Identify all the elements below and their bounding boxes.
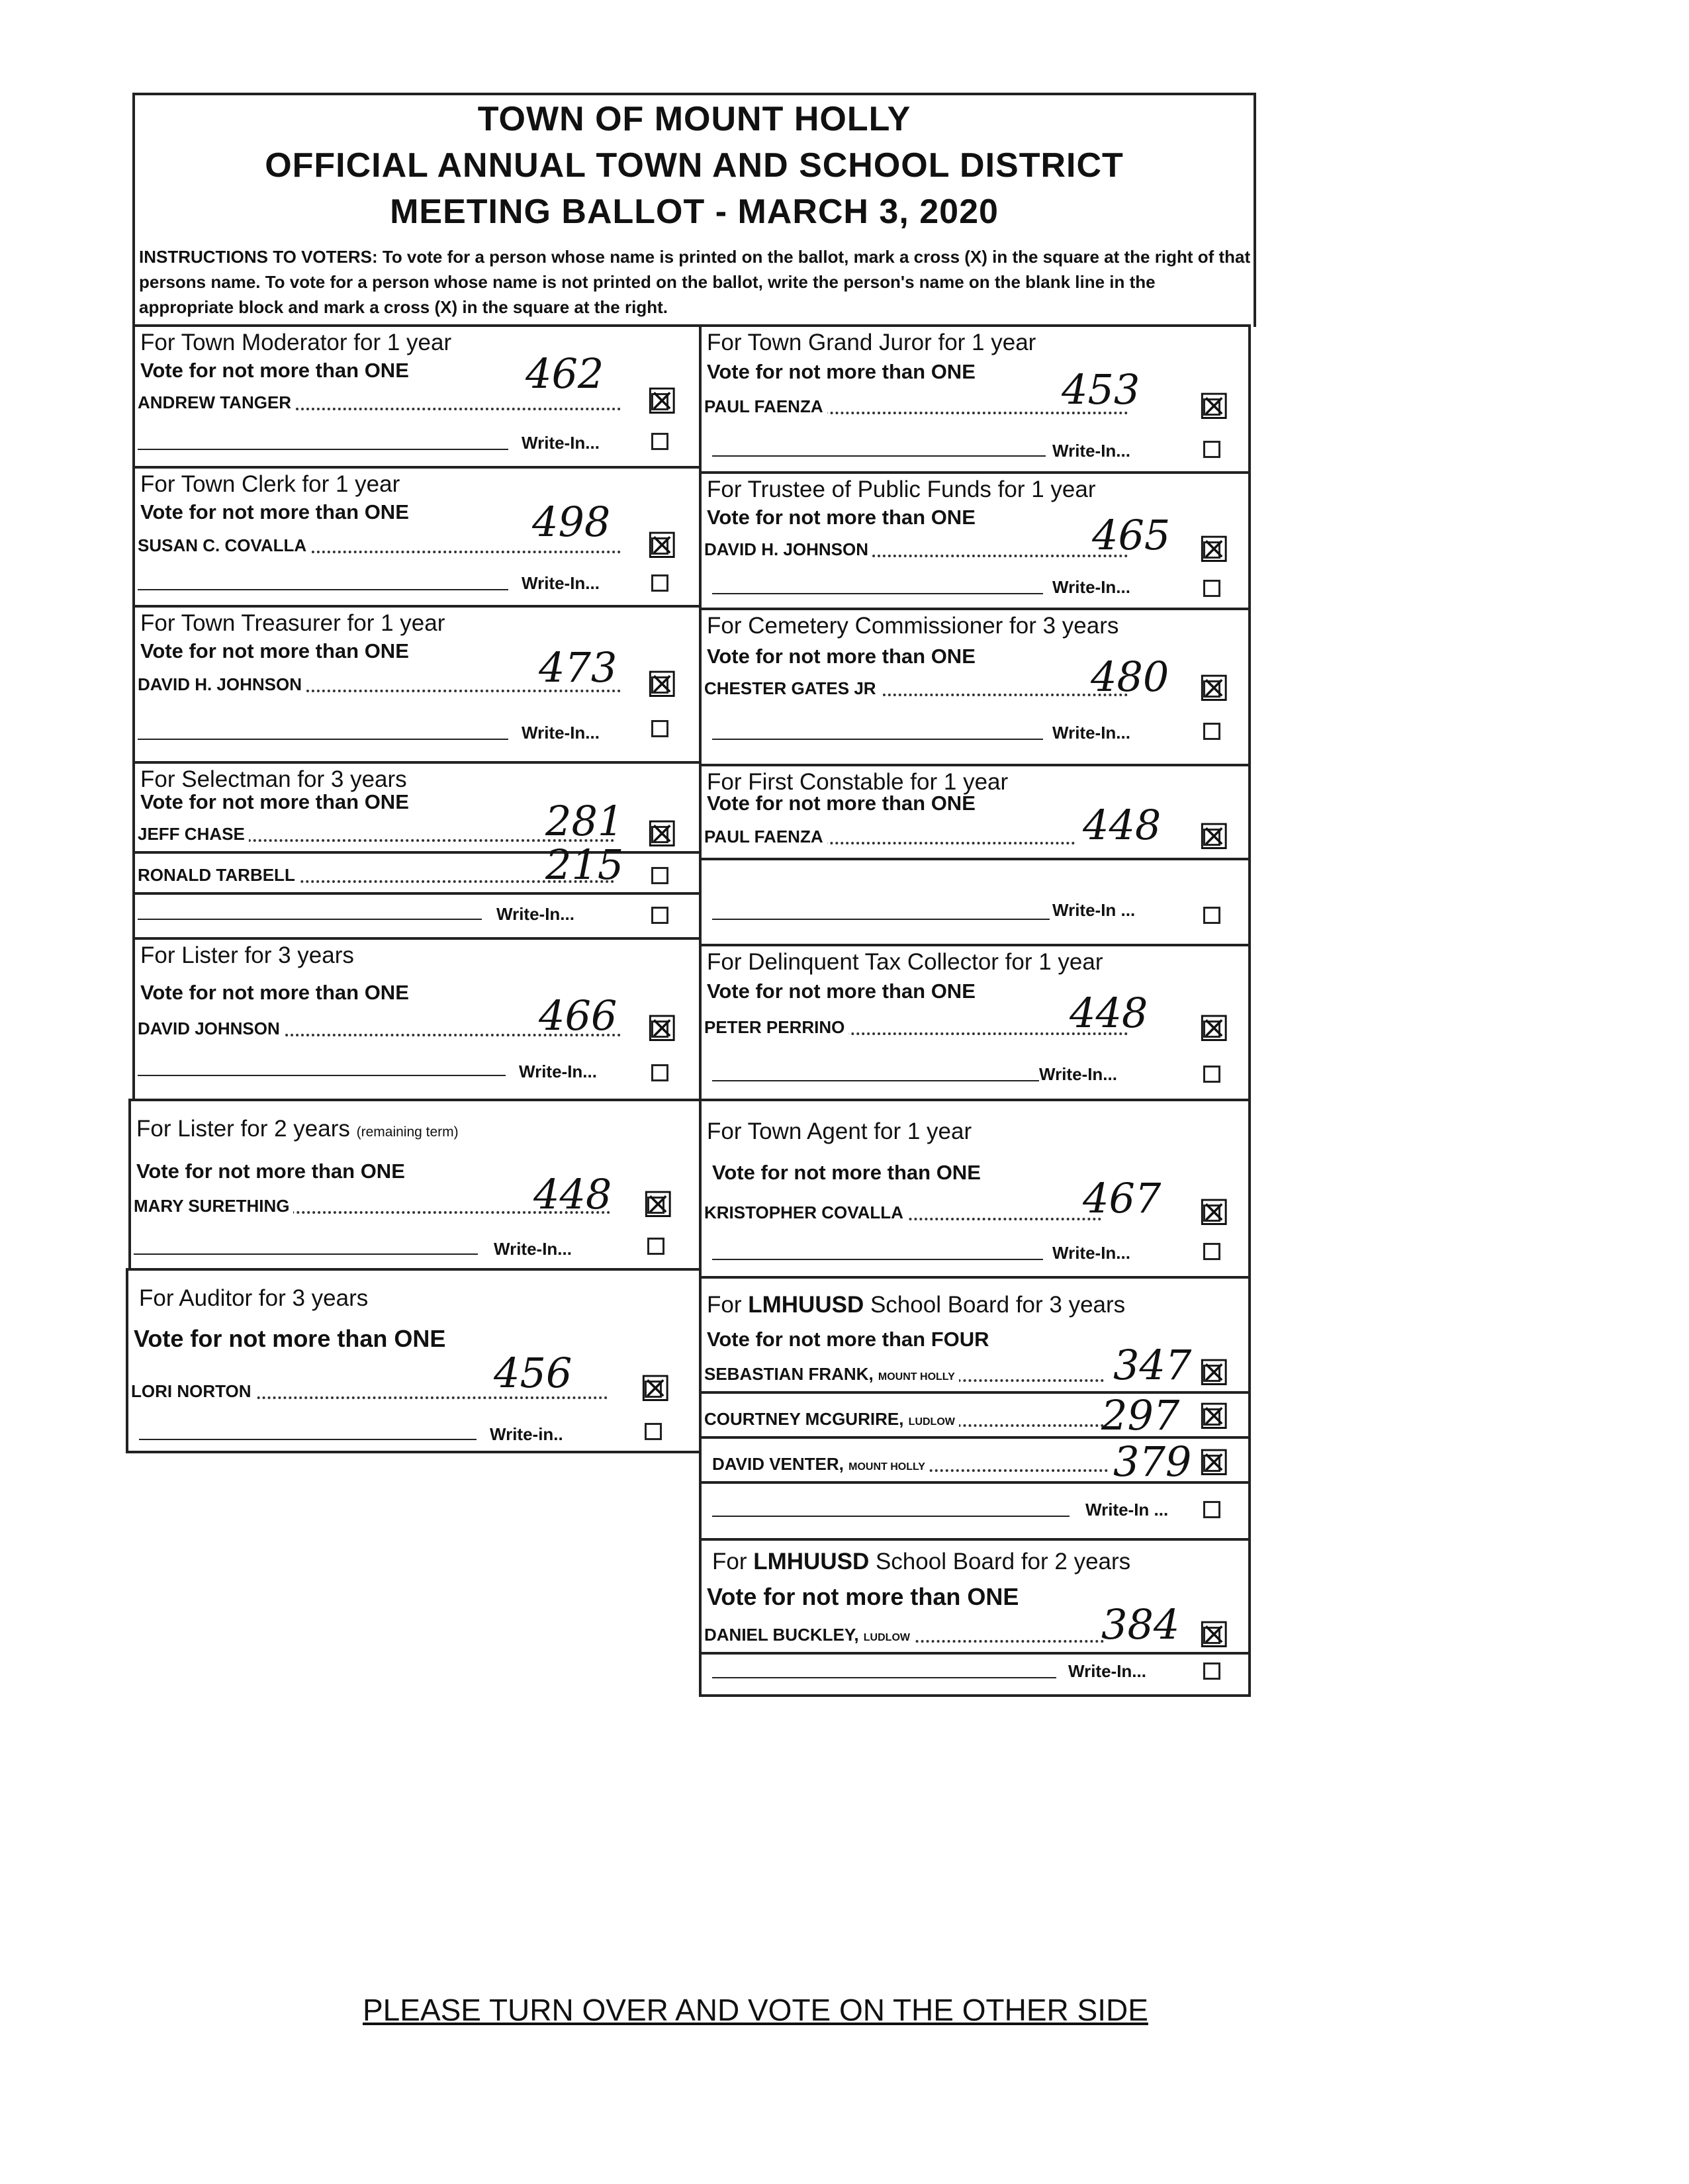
- candidate-name: KRISTOPHER COVALLA: [704, 1203, 907, 1223]
- write-in-checkbox[interactable]: [1203, 1066, 1220, 1083]
- candidate-name: [704, 1409, 959, 1430]
- race-title-post: School Board for 3 years: [870, 1292, 1126, 1318]
- cross-mark: ☒: [1198, 529, 1230, 570]
- candidate-town: LUDLOW: [908, 1416, 955, 1428]
- race-auditor: [126, 1268, 702, 1453]
- vote-tally: 498: [532, 498, 611, 546]
- race-title-district: LMHUUSD: [748, 1292, 864, 1318]
- vote-tally: 281: [545, 797, 624, 845]
- vote-rule: Vote for not more than ONE: [712, 1161, 981, 1184]
- write-in-line[interactable]: [712, 433, 1046, 457]
- vote-rule: Vote for not more than ONE: [140, 500, 409, 523]
- write-in-line[interactable]: [138, 716, 508, 740]
- vote-tally: 379: [1113, 1437, 1192, 1486]
- race-delinquent-tax-collector: [699, 944, 1251, 1101]
- candidate-name: DAVID H. JOHNSON: [704, 539, 872, 560]
- race-title: For Selectman for 3 years: [140, 766, 407, 792]
- race-title: For Town Moderator for 1 year: [140, 330, 452, 355]
- candidate-name: JEFF CHASE: [138, 824, 249, 844]
- cross-mark: ☒: [1198, 1192, 1230, 1234]
- vote-tally: 448: [1083, 801, 1162, 849]
- candidate-name-text: DANIEL BUCKLEY,: [704, 1625, 859, 1645]
- cross-mark: ☒: [639, 1368, 672, 1410]
- race-title-district: LMHUUSD: [753, 1549, 870, 1574]
- write-in-label: Write-In...: [1052, 723, 1130, 743]
- write-in-label: Write-In ...: [1085, 1500, 1169, 1520]
- race-town-moderator: [132, 324, 702, 469]
- candidate-name: PAUL FAENZA: [704, 827, 827, 847]
- cross-mark: ☒: [646, 664, 678, 705]
- candidate-name-text: DAVID VENTER,: [712, 1454, 844, 1474]
- ballot-title-line1: TOWN OF MOUNT HOLLY: [477, 100, 911, 138]
- candidate-name: LORI NORTON: [131, 1381, 255, 1402]
- vote-rule: Vote for not more than ONE: [140, 359, 409, 382]
- vote-rule: Vote for not more than ONE: [707, 645, 976, 668]
- vote-rule: Vote for not more than ONE: [140, 639, 409, 662]
- write-in-checkbox[interactable]: [1203, 1243, 1220, 1260]
- cross-mark: ☒: [1198, 1614, 1230, 1656]
- race-grand-juror: [699, 324, 1251, 474]
- race-lister-3yr: [132, 937, 702, 1101]
- write-in-checkbox[interactable]: [651, 907, 668, 924]
- cross-mark: ☒: [1198, 1396, 1230, 1437]
- write-in-label: Write-In...: [496, 904, 574, 924]
- write-in-label: Write-In...: [522, 723, 600, 743]
- write-in-line[interactable]: [138, 1052, 506, 1076]
- race-title: For Town Grand Juror for 1 year: [707, 330, 1036, 355]
- write-in-label: Write-In...: [522, 573, 600, 593]
- race-trustee-public-funds: [699, 471, 1251, 610]
- race-title: For Auditor for 3 years: [139, 1285, 369, 1311]
- vote-checkbox[interactable]: [651, 867, 668, 884]
- write-in-checkbox[interactable]: [1203, 907, 1220, 924]
- race-selectman: [132, 761, 702, 940]
- candidate-row: [138, 863, 614, 886]
- vote-rule: Vote for not more than ONE: [140, 981, 409, 1004]
- race-title: For Lister for 3 years: [140, 942, 354, 968]
- write-in-line[interactable]: [712, 1493, 1070, 1517]
- ballot-header: [132, 93, 1256, 327]
- candidate-name: CHESTER GATES JR: [704, 678, 880, 699]
- vote-tally: 467: [1083, 1174, 1162, 1222]
- race-title-text: For Lister for 2 years: [136, 1116, 350, 1142]
- vote-tally: 473: [539, 643, 617, 692]
- write-in-checkbox[interactable]: [1203, 580, 1220, 597]
- race-title: For Cemetery Commissioner for 3 years: [707, 613, 1119, 639]
- write-in-checkbox[interactable]: [651, 433, 668, 450]
- candidate-name: DAVID JOHNSON: [138, 1019, 284, 1039]
- race-school-board-3yr: [699, 1276, 1251, 1541]
- vote-tally: 466: [539, 991, 617, 1040]
- write-in-line[interactable]: [138, 426, 508, 450]
- write-in-label: Write-In...: [1052, 1243, 1130, 1263]
- write-in-line[interactable]: [712, 896, 1050, 920]
- vote-tally: 448: [1070, 989, 1148, 1037]
- candidate-row: [704, 537, 1128, 560]
- vote-rule: Vote for not more than ONE: [707, 1583, 1019, 1610]
- candidate-town: LUDLOW: [863, 1632, 910, 1643]
- vote-rule: Vote for not more than ONE: [707, 506, 976, 529]
- write-in-line[interactable]: [138, 896, 482, 920]
- write-in-checkbox[interactable]: [651, 720, 668, 737]
- voter-instructions: INSTRUCTIONS TO VOTERS: To vote for a person whose name is printed on the ballot, mark a cross (X) in the square at the right of that persons name. To vote for a person whose name is not printed on the ballot, write the person's name on the blank line in the appropriate block and mark a cross (X) in the square at the right.: [139, 247, 1251, 317]
- write-in-line[interactable]: [712, 716, 1043, 740]
- cross-mark: ☒: [1198, 386, 1230, 428]
- race-title: For Town Clerk for 1 year: [140, 471, 400, 497]
- candidate-name: [712, 1454, 929, 1475]
- race-title-pre: For: [712, 1549, 747, 1574]
- race-title: [712, 1549, 1130, 1575]
- cross-mark: ☒: [1198, 668, 1230, 709]
- vote-tally: 347: [1113, 1341, 1192, 1389]
- write-in-line[interactable]: [134, 1231, 478, 1255]
- candidate-row: [704, 1015, 1128, 1038]
- write-in-checkbox[interactable]: [651, 1064, 668, 1081]
- candidate-town: MOUNT HOLLY: [848, 1461, 925, 1473]
- cross-mark: ☒: [1198, 1008, 1230, 1050]
- cross-mark: ☒: [642, 1184, 674, 1226]
- write-in-checkbox[interactable]: [1203, 1501, 1220, 1518]
- write-in-checkbox[interactable]: [1203, 441, 1220, 458]
- candidate-row: [704, 1201, 1101, 1223]
- candidate-row: [704, 1623, 1104, 1645]
- write-in-checkbox[interactable]: [1203, 723, 1220, 740]
- race-title-note: (remaining term): [356, 1124, 459, 1140]
- race-title-post: School Board for 2 years: [875, 1549, 1131, 1574]
- race-title: [707, 1292, 1125, 1318]
- write-in-label: Write-In ...: [1052, 900, 1136, 920]
- race-title: For Trustee of Public Funds for 1 year: [707, 477, 1096, 502]
- vote-tally: 465: [1092, 511, 1171, 559]
- cross-mark: ☒: [646, 525, 678, 567]
- cross-mark: ☒: [646, 1008, 678, 1050]
- vote-tally: 215: [545, 841, 624, 889]
- vote-rule: Vote for not more than ONE: [134, 1325, 446, 1352]
- candidate-name-text: SEBASTIAN FRANK,: [704, 1364, 874, 1384]
- write-in-line[interactable]: [138, 567, 508, 590]
- race-cemetery-commissioner: [699, 608, 1251, 766]
- race-title-pre: For: [707, 1292, 742, 1318]
- write-in-line[interactable]: [712, 1655, 1056, 1678]
- vote-tally: 453: [1062, 365, 1140, 414]
- race-town-agent: [699, 1099, 1251, 1279]
- write-in-checkbox[interactable]: [645, 1423, 662, 1440]
- race-title: For Delinquent Tax Collector for 1 year: [707, 949, 1103, 975]
- race-first-constable: [699, 764, 1251, 946]
- candidate-name: [704, 1625, 914, 1645]
- ballot-title-line3: MEETING BALLOT - MARCH 3, 2020: [390, 193, 999, 231]
- write-in-checkbox[interactable]: [651, 574, 668, 592]
- candidate-name: PAUL FAENZA: [704, 396, 827, 417]
- candidate-name: MARY SURETHING: [134, 1196, 293, 1216]
- race-town-treasurer: [132, 605, 702, 764]
- write-in-label: Write-in..: [490, 1424, 563, 1444]
- write-in-line[interactable]: [712, 570, 1043, 594]
- vote-tally: 456: [494, 1349, 572, 1397]
- vote-rule: Vote for not more than ONE: [140, 790, 409, 813]
- write-in-line[interactable]: [139, 1416, 477, 1440]
- race-lister-2yr: [128, 1099, 702, 1271]
- vote-tally: 480: [1091, 653, 1169, 701]
- vote-tally: 448: [533, 1170, 612, 1218]
- candidate-name: [704, 1364, 959, 1385]
- vote-rule: Vote for not more than ONE: [707, 979, 976, 1003]
- ballot-title-line2: OFFICIAL ANNUAL TOWN AND SCHOOL DISTRICT: [265, 146, 1124, 185]
- candidate-row: [138, 822, 614, 844]
- write-in-label: Write-In...: [1068, 1661, 1146, 1681]
- write-in-label: Write-In...: [494, 1239, 572, 1259]
- race-title: [136, 1116, 459, 1142]
- write-in-line[interactable]: [712, 1236, 1043, 1260]
- turn-over-notice: PLEASE TURN OVER AND VOTE ON THE OTHER SIDE: [363, 1993, 1148, 2027]
- vote-tally: 462: [525, 349, 604, 398]
- candidate-town: MOUNT HOLLY: [878, 1371, 955, 1383]
- cross-mark: ☒: [1198, 1352, 1230, 1394]
- write-in-label: Write-In...: [1052, 441, 1130, 461]
- write-in-checkbox[interactable]: [1203, 1662, 1220, 1680]
- race-title: For First Constable for 1 year: [707, 769, 1009, 795]
- vote-rule: Vote for not more than ONE: [707, 360, 976, 383]
- candidate-row: [704, 825, 1075, 847]
- cross-mark: ☒: [646, 381, 678, 422]
- race-title: For Town Treasurer for 1 year: [140, 610, 445, 636]
- race-title: For Town Agent for 1 year: [707, 1118, 972, 1144]
- candidate-row: [704, 1407, 1104, 1430]
- candidate-row: [704, 1362, 1104, 1385]
- race-school-board-2yr: [699, 1538, 1251, 1697]
- cross-mark: ☒: [1198, 1442, 1230, 1484]
- candidate-name-text: COURTNEY MCGURIRE,: [704, 1409, 904, 1429]
- race-town-clerk: [132, 466, 702, 608]
- write-in-label: Write-In...: [519, 1062, 597, 1081]
- candidate-row: [704, 676, 1128, 699]
- write-in-label: Write-In...: [1052, 577, 1130, 597]
- vote-rule: Vote for not more than ONE: [136, 1160, 405, 1183]
- candidate-name: DAVID H. JOHNSON: [138, 674, 306, 695]
- candidate-name: SUSAN C. COVALLA: [138, 535, 310, 556]
- write-in-label: Write-In...: [1039, 1064, 1117, 1084]
- candidate-name: PETER PERRINO: [704, 1017, 848, 1038]
- cross-mark: ☒: [646, 813, 678, 855]
- candidate-row: [712, 1452, 1108, 1475]
- candidate-name: RONALD TARBELL: [138, 865, 299, 886]
- write-in-label: Write-In...: [522, 433, 600, 453]
- write-in-checkbox[interactable]: [647, 1238, 664, 1255]
- write-in-line[interactable]: [712, 1058, 1039, 1081]
- vote-tally: 297: [1101, 1391, 1180, 1439]
- vote-tally: 384: [1101, 1600, 1180, 1649]
- vote-rule: Vote for not more than ONE: [707, 792, 976, 815]
- candidate-name: ANDREW TANGER: [138, 392, 295, 413]
- vote-rule: Vote for not more than FOUR: [707, 1328, 989, 1351]
- cross-mark: ☒: [1198, 816, 1230, 858]
